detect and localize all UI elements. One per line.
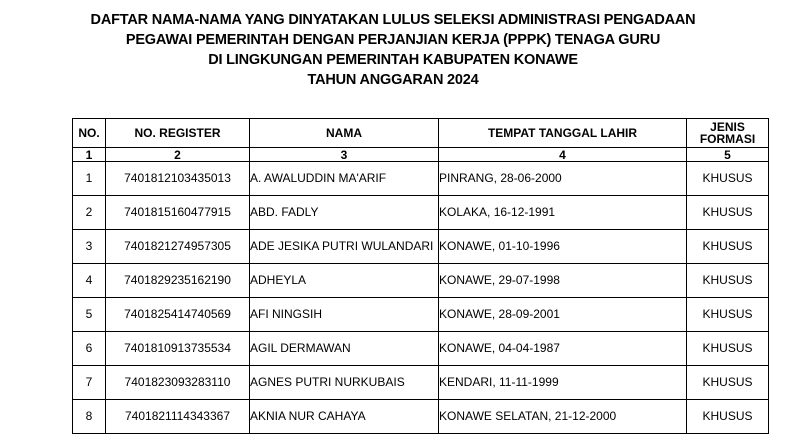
cell-nama: AGIL DERMAWAN xyxy=(250,332,439,366)
cell-register: 7401829235162190 xyxy=(106,264,250,298)
cell-no: 3 xyxy=(73,230,106,264)
cell-register: 7401825414740569 xyxy=(106,298,250,332)
cell-formasi: KHUSUS xyxy=(687,264,769,298)
cell-no: 8 xyxy=(73,400,106,434)
column-number: 3 xyxy=(250,148,439,162)
cell-no: 1 xyxy=(73,162,106,196)
cell-nama: AFI NINGSIH xyxy=(250,298,439,332)
cell-nama: ABD. FADLY xyxy=(250,196,439,230)
cell-formasi: KHUSUS xyxy=(687,162,769,196)
column-number: 2 xyxy=(106,148,250,162)
cell-ttl: KONAWE SELATAN, 21-12-2000 xyxy=(439,400,687,434)
header-nama: NAMA xyxy=(250,119,439,148)
cell-formasi: KHUSUS xyxy=(687,298,769,332)
cell-ttl: KONAWE, 28-09-2001 xyxy=(439,298,687,332)
cell-ttl: KOLAKA, 16-12-1991 xyxy=(439,196,687,230)
cell-no: 2 xyxy=(73,196,106,230)
cell-no: 7 xyxy=(73,366,106,400)
cell-nama: ADHEYLA xyxy=(250,264,439,298)
column-number: 1 xyxy=(73,148,106,162)
cell-formasi: KHUSUS xyxy=(687,196,769,230)
cell-formasi: KHUSUS xyxy=(687,230,769,264)
table-row xyxy=(73,162,769,196)
header-register: NO. REGISTER xyxy=(106,119,250,148)
table-row xyxy=(73,196,769,230)
cell-register: 7401810913735534 xyxy=(106,332,250,366)
column-number: 4 xyxy=(439,148,687,162)
table-row xyxy=(73,298,769,332)
participants-table xyxy=(72,118,769,434)
cell-ttl: KONAWE, 01-10-1996 xyxy=(439,230,687,264)
cell-no: 4 xyxy=(73,264,106,298)
cell-no: 6 xyxy=(73,332,106,366)
cell-register: 7401815160477915 xyxy=(106,196,250,230)
cell-ttl: KENDARI, 11-11-1999 xyxy=(439,366,687,400)
header-formasi: JENIS FORMASI xyxy=(687,119,769,148)
column-number: 5 xyxy=(687,148,769,162)
cell-ttl: KONAWE, 29-07-1998 xyxy=(439,264,687,298)
title-line-2: PEGAWAI PEMERINTAH DENGAN PERJANJIAN KERJA (PPPK) TENAGA GURU xyxy=(125,32,661,48)
cell-nama: ADE JESIKA PUTRI WULANDARI xyxy=(250,230,439,264)
cell-nama: AKNIA NUR CAHAYA xyxy=(250,400,439,434)
cell-formasi: KHUSUS xyxy=(687,366,769,400)
table-header-row xyxy=(73,119,769,148)
table-row xyxy=(73,400,769,434)
cell-register: 7401812103435013 xyxy=(106,162,250,196)
table-row xyxy=(73,332,769,366)
column-number-row xyxy=(73,148,769,162)
cell-ttl: KONAWE, 04-04-1987 xyxy=(439,332,687,366)
cell-register: 7401821274957305 xyxy=(106,230,250,264)
cell-nama: AGNES PUTRI NURKUBAIS xyxy=(250,366,439,400)
header-ttl: TEMPAT TANGGAL LAHIR xyxy=(439,119,687,148)
title-line-1: DAFTAR NAMA-NAMA YANG DINYATAKAN LULUS SELEKSI ADMINISTRASI PENGADAAN xyxy=(90,12,696,28)
document-title xyxy=(0,10,786,90)
cell-register: 7401823093283110 xyxy=(106,366,250,400)
cell-ttl: PINRANG, 28-06-2000 xyxy=(439,162,687,196)
title-line-4: TAHUN ANGGARAN 2024 xyxy=(307,72,479,88)
table-row xyxy=(73,230,769,264)
table-row xyxy=(73,264,769,298)
cell-register: 7401821114343367 xyxy=(106,400,250,434)
table-row xyxy=(73,366,769,400)
title-line-3: DI LINGKUNGAN PEMERINTAH KABUPATEN KONAWE xyxy=(208,52,578,68)
cell-no: 5 xyxy=(73,298,106,332)
cell-formasi: KHUSUS xyxy=(687,332,769,366)
cell-nama: A. AWALUDDIN MA'ARIF xyxy=(250,162,439,196)
header-no: NO. xyxy=(73,119,106,148)
cell-formasi: KHUSUS xyxy=(687,400,769,434)
